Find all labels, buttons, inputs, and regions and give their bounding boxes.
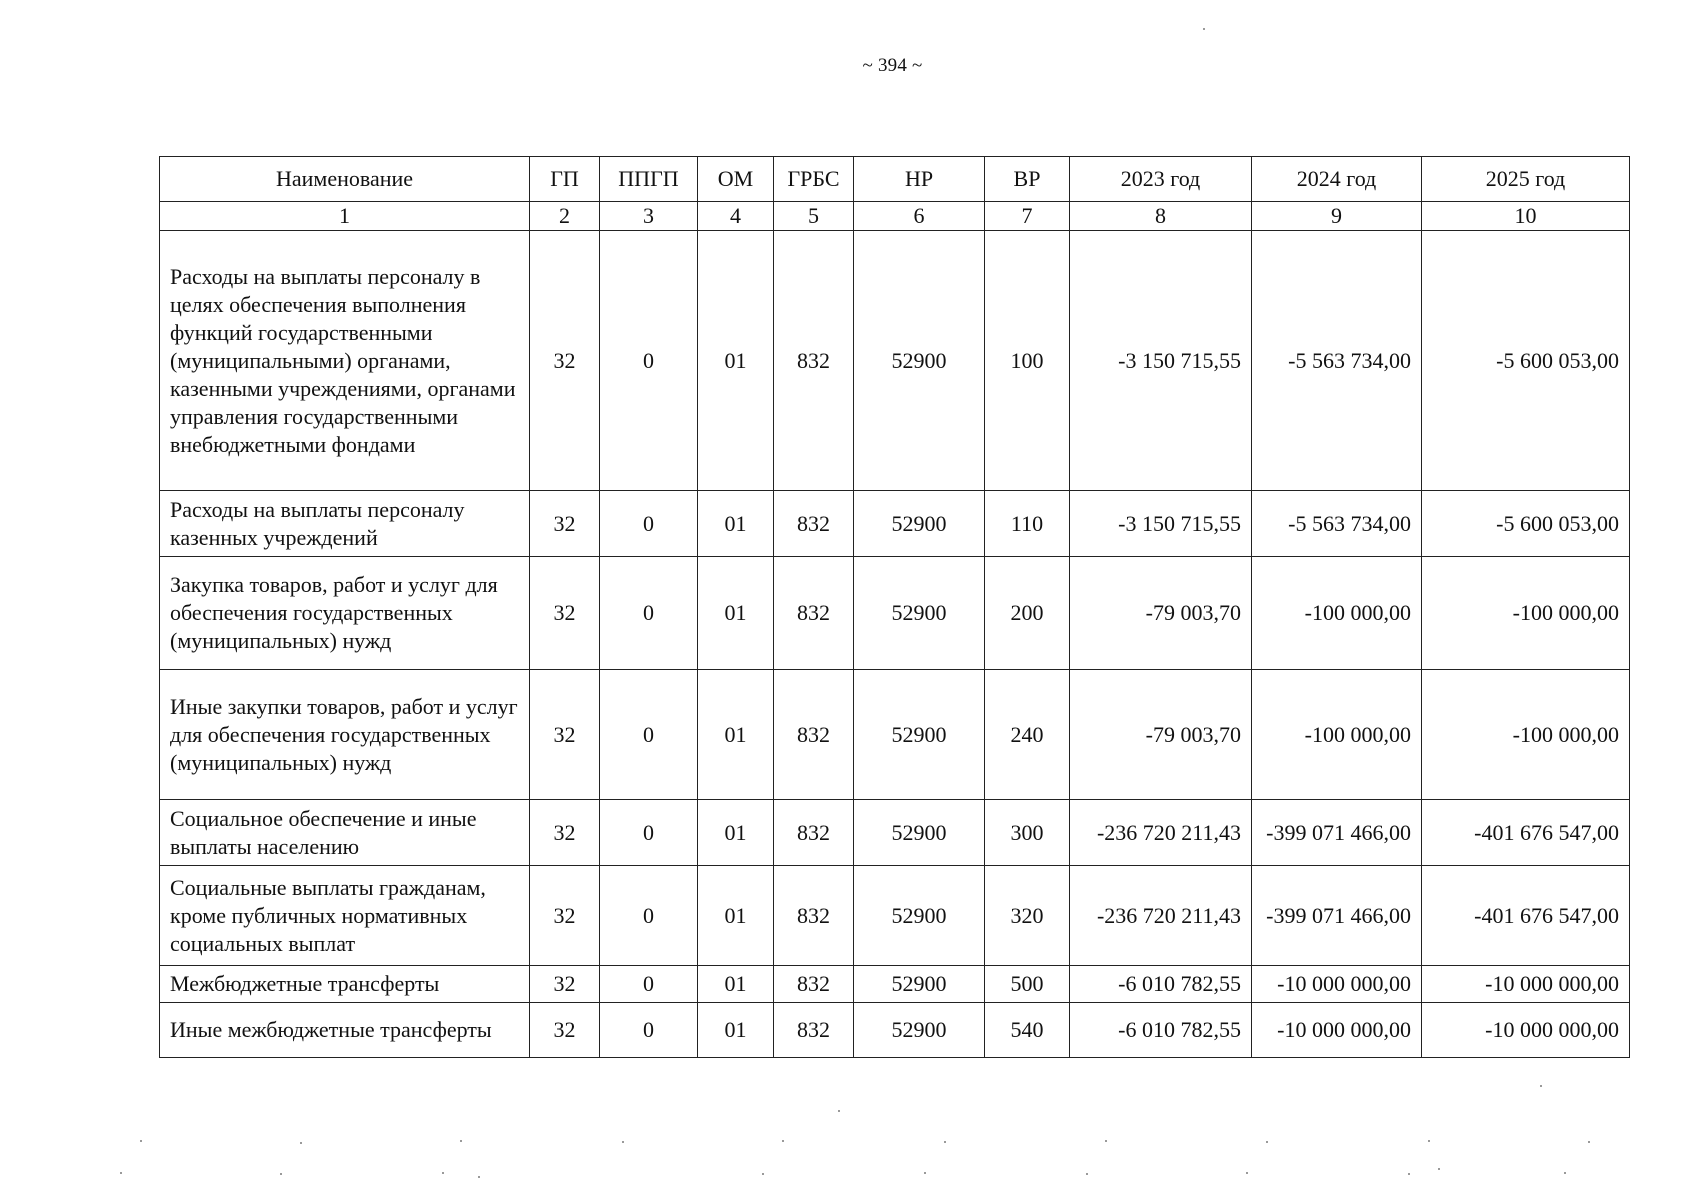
scan-speck [280, 1173, 282, 1175]
row-vr: 300 [985, 800, 1070, 866]
row-2024: -10 000 000,00 [1252, 966, 1422, 1003]
header-2023: 2023 год [1070, 157, 1252, 202]
row-ppgp: 0 [600, 670, 698, 800]
row-grbs: 832 [774, 491, 854, 557]
header-vr: ВР [985, 157, 1070, 202]
row-grbs: 832 [774, 557, 854, 670]
column-index: 7 [985, 202, 1070, 231]
row-vr: 200 [985, 557, 1070, 670]
scan-speck [838, 1110, 840, 1112]
header-nr: НР [854, 157, 985, 202]
scan-speck [1105, 1140, 1107, 1142]
row-name: Межбюджетные трансферты [160, 966, 530, 1003]
row-2023: -3 150 715,55 [1070, 491, 1252, 557]
row-ppgp: 0 [600, 557, 698, 670]
row-vr: 240 [985, 670, 1070, 800]
row-om: 01 [698, 800, 774, 866]
row-2023: -79 003,70 [1070, 670, 1252, 800]
row-vr: 540 [985, 1003, 1070, 1058]
column-index-row [160, 202, 1630, 231]
row-gp: 32 [530, 491, 600, 557]
table-row [160, 966, 1630, 1003]
row-2025: -401 676 547,00 [1422, 800, 1630, 866]
table-row [160, 800, 1630, 866]
row-ppgp: 0 [600, 966, 698, 1003]
row-name: Расходы на выплаты персоналу казенных учреждений [160, 491, 530, 557]
table-header [160, 157, 1630, 231]
row-grbs: 832 [774, 966, 854, 1003]
header-2025: 2025 год [1422, 157, 1630, 202]
column-index: 5 [774, 202, 854, 231]
page-number: ~ 394 ~ [862, 55, 923, 76]
row-nr: 52900 [854, 557, 985, 670]
row-2023: -79 003,70 [1070, 557, 1252, 670]
header-row [160, 157, 1630, 202]
scan-speck [1588, 1141, 1590, 1143]
row-vr: 500 [985, 966, 1070, 1003]
row-2024: -399 071 466,00 [1252, 800, 1422, 866]
scan-speck [442, 1172, 444, 1174]
row-ppgp: 0 [600, 1003, 698, 1058]
column-index: 10 [1422, 202, 1630, 231]
row-gp: 32 [530, 966, 600, 1003]
table-row [160, 557, 1630, 670]
scan-speck [1408, 1173, 1410, 1175]
scan-speck [140, 1140, 142, 1142]
row-2023: -236 720 211,43 [1070, 800, 1252, 866]
table-row [160, 670, 1630, 800]
scan-speck [782, 1140, 784, 1142]
row-gp: 32 [530, 670, 600, 800]
row-vr: 100 [985, 231, 1070, 491]
row-ppgp: 0 [600, 231, 698, 491]
table-row [160, 231, 1630, 491]
row-nr: 52900 [854, 670, 985, 800]
table-row [160, 491, 1630, 557]
scan-speck [1266, 1141, 1268, 1143]
row-nr: 52900 [854, 800, 985, 866]
row-om: 01 [698, 231, 774, 491]
header-om: ОМ [698, 157, 774, 202]
row-name: Закупка товаров, работ и услуг для обеспечения государственных (муниципальных) нужд [160, 557, 530, 670]
budget-table [159, 156, 1630, 1058]
row-vr: 320 [985, 866, 1070, 966]
row-2024: -100 000,00 [1252, 557, 1422, 670]
scan-speck [622, 1141, 624, 1143]
row-2023: -6 010 782,55 [1070, 966, 1252, 1003]
header-ppgp: ППГП [600, 157, 698, 202]
row-2024: -399 071 466,00 [1252, 866, 1422, 966]
row-2024: -10 000 000,00 [1252, 1003, 1422, 1058]
row-nr: 52900 [854, 966, 985, 1003]
row-name: Иные межбюджетные трансферты [160, 1003, 530, 1058]
row-grbs: 832 [774, 800, 854, 866]
scan-speck [1428, 1140, 1430, 1142]
row-gp: 32 [530, 231, 600, 491]
column-index: 1 [160, 202, 530, 231]
column-index: 2 [530, 202, 600, 231]
table-row [160, 1003, 1630, 1058]
row-name: Расходы на выплаты персоналу в целях обеспечения выполнения функций государственными (муниципальными) органами, казенными учреждениями, органами управления государственными внебюджетными фондами [160, 231, 530, 491]
scan-speck [120, 1172, 122, 1174]
row-name: Социальные выплаты гражданам, кроме публичных нормативных социальных выплат [160, 866, 530, 966]
row-2025: -5 600 053,00 [1422, 231, 1630, 491]
row-ppgp: 0 [600, 491, 698, 557]
row-om: 01 [698, 966, 774, 1003]
scan-speck [944, 1141, 946, 1143]
row-name: Иные закупки товаров, работ и услуг для обеспечения государственных (муниципальных) нужд [160, 670, 530, 800]
row-grbs: 832 [774, 670, 854, 800]
row-grbs: 832 [774, 1003, 854, 1058]
row-vr: 110 [985, 491, 1070, 557]
row-grbs: 832 [774, 866, 854, 966]
row-gp: 32 [530, 800, 600, 866]
column-index: 8 [1070, 202, 1252, 231]
table-row [160, 866, 1630, 966]
row-om: 01 [698, 491, 774, 557]
scan-speck [1246, 1172, 1248, 1174]
row-om: 01 [698, 670, 774, 800]
row-name: Социальное обеспечение и иные выплаты населению [160, 800, 530, 866]
row-2023: -6 010 782,55 [1070, 1003, 1252, 1058]
row-2023: -3 150 715,55 [1070, 231, 1252, 491]
scan-speck [1438, 1168, 1440, 1170]
row-nr: 52900 [854, 491, 985, 557]
scan-speck [924, 1172, 926, 1174]
row-om: 01 [698, 866, 774, 966]
column-index: 6 [854, 202, 985, 231]
row-om: 01 [698, 1003, 774, 1058]
row-om: 01 [698, 557, 774, 670]
row-2025: -401 676 547,00 [1422, 866, 1630, 966]
row-nr: 52900 [854, 866, 985, 966]
row-2025: -100 000,00 [1422, 557, 1630, 670]
scan-speck [1203, 28, 1205, 30]
scan-speck [300, 1142, 302, 1144]
column-index: 3 [600, 202, 698, 231]
row-2025: -10 000 000,00 [1422, 1003, 1630, 1058]
header-grbs: ГРБС [774, 157, 854, 202]
row-gp: 32 [530, 866, 600, 966]
row-gp: 32 [530, 557, 600, 670]
row-nr: 52900 [854, 1003, 985, 1058]
row-2024: -100 000,00 [1252, 670, 1422, 800]
column-index: 9 [1252, 202, 1422, 231]
row-ppgp: 0 [600, 866, 698, 966]
row-nr: 52900 [854, 231, 985, 491]
row-2025: -10 000 000,00 [1422, 966, 1630, 1003]
header-name: Наименование [160, 157, 530, 202]
row-2025: -5 600 053,00 [1422, 491, 1630, 557]
row-gp: 32 [530, 1003, 600, 1058]
row-2025: -100 000,00 [1422, 670, 1630, 800]
scan-speck [762, 1173, 764, 1175]
scan-speck [460, 1140, 462, 1142]
scan-speck [478, 1176, 480, 1178]
row-2024: -5 563 734,00 [1252, 231, 1422, 491]
column-index: 4 [698, 202, 774, 231]
table-body [160, 231, 1630, 1058]
header-gp: ГП [530, 157, 600, 202]
row-ppgp: 0 [600, 800, 698, 866]
scan-speck [1540, 1085, 1542, 1087]
scan-speck [1086, 1173, 1088, 1175]
header-2024: 2024 год [1252, 157, 1422, 202]
row-2023: -236 720 211,43 [1070, 866, 1252, 966]
scan-speck [1564, 1172, 1566, 1174]
row-grbs: 832 [774, 231, 854, 491]
row-2024: -5 563 734,00 [1252, 491, 1422, 557]
